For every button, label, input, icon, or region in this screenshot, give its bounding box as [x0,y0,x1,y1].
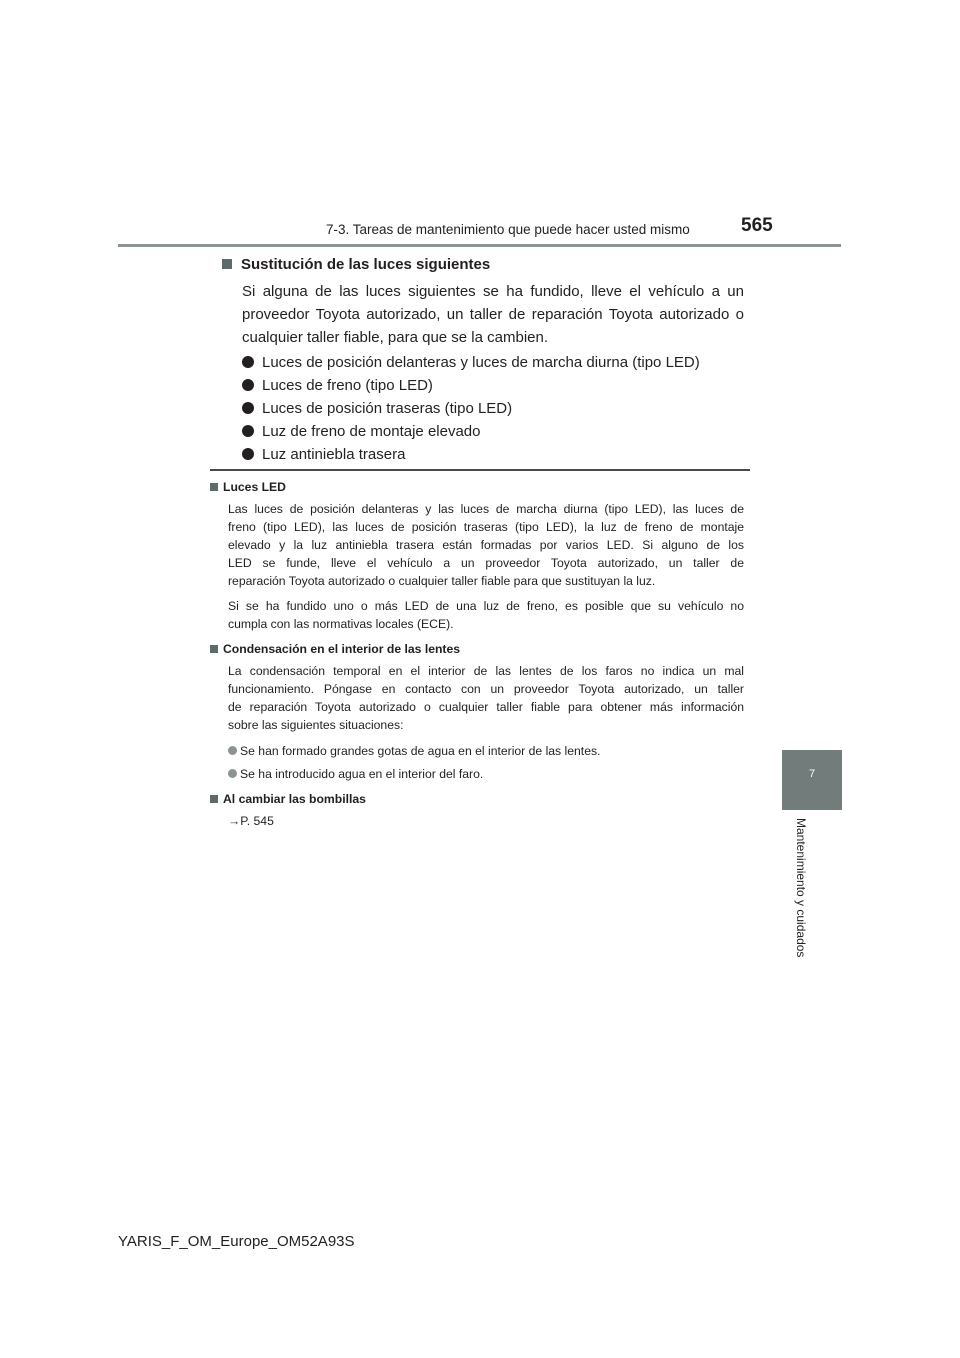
led-paragraph: Las luces de posición delanteras y las luces de marcha diurna (tipo LED), las luces de freno (tipo LED), las luces de posición traseras (tipo LED), la luz de freno de montaje elevado y la luz antiniebla trasera están formadas por varios LED. Si alguno de los LED se funde, lleve el vehículo a un proveedor Toyota autorizado, un taller de reparación Toyota autorizado o cualquier taller fiable para que sustituyan la luz. [228,502,744,588]
led-heading: Luces LED [210,478,744,496]
document-code: YARIS_F_OM_Europe_OM52A93S [118,1233,355,1250]
chapter-label: Mantenimiento y cuidados [794,818,808,958]
list-item: Se han formado grandes gotas de agua en el interior de las lentes. [228,742,744,760]
list-item: Luces de posición delanteras y luces de marcha diurna (tipo LED) [242,353,744,372]
square-bullet-icon [210,645,218,653]
main-heading-text: Sustitución de las luces siguientes [241,256,491,273]
header-rule [118,244,841,247]
bullet-dot-icon [242,448,254,460]
section-title: 7-3. Tareas de mantenimiento que puede hacer usted mismo [326,222,690,237]
led-paragraph-2: Si se ha fundido uno o más LED de una luz de freno, es posible que su vehículo no cumpla con las normativas locales (ECE). [228,599,744,631]
main-section [222,255,744,468]
page-number: 565 [741,215,773,236]
lights-list [242,353,744,464]
page-reference-link[interactable]: →P. 545 [228,814,274,828]
main-heading [222,255,744,275]
condensation-heading: Condensación en el interior de las lentes [210,640,744,658]
bulbs-heading: Al cambiar las bombillas [210,790,744,808]
notes-section [210,478,744,830]
list-item: Se ha introducido agua en el interior del faro. [228,765,744,783]
main-paragraph [242,280,744,349]
square-bullet-icon [222,259,232,269]
bullet-dot-icon [242,402,254,414]
paragraph-line: Si alguna de las luces siguientes se ha fundido, lleve el vehículo a un [242,283,744,300]
bullet-dot-icon [242,379,254,391]
square-bullet-icon [210,795,218,803]
paragraph-line: cualquier taller fiable, para que se la cambien. [242,329,549,346]
chapter-tab [782,750,842,810]
list-item: Luces de freno (tipo LED) [242,376,744,395]
bullet-dot-icon [242,425,254,437]
condensation-paragraph: La condensación temporal en el interior de las lentes de los faros no indica un mal funcionamiento. Póngase en contacto con un proveedor Toyota autorizado, un taller de reparación Toyota autorizado o cualquier taller fiable para obtener más información sobre las siguientes situaciones: [228,664,744,732]
chapter-number: 7 [808,768,816,780]
list-item: Luz antiniebla trasera [242,445,744,464]
section-divider [210,469,750,471]
bullet-dot-icon [228,746,237,755]
bullet-dot-icon [242,356,254,368]
list-item: Luces de posición traseras (tipo LED) [242,399,744,418]
bullet-dot-icon [228,769,237,778]
list-item: Luz de freno de montaje elevado [242,422,744,441]
square-bullet-icon [210,483,218,491]
paragraph-line: proveedor Toyota autorizado, un taller de reparación Toyota autorizado o [242,306,744,323]
